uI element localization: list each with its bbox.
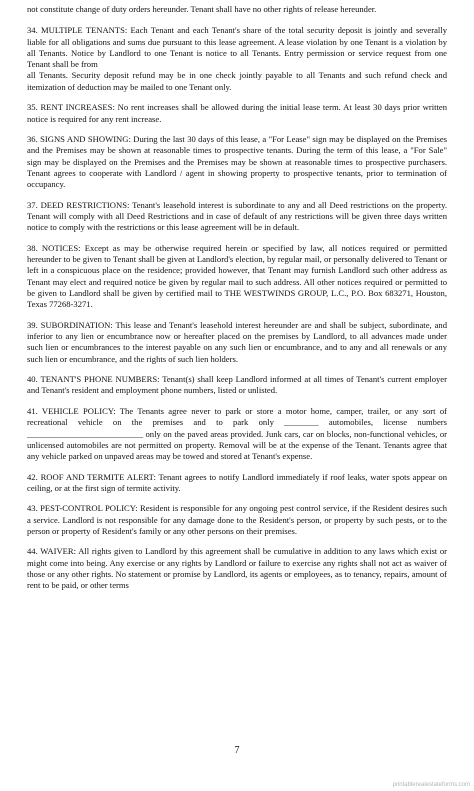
paragraph-continuation: not constitute change of duty orders hereunder. Tenant shall have no other rights of release hereunder. xyxy=(27,4,377,14)
paragraph-41-vehicle-policy: 41. VEHICLE POLICY: The Tenants agree never to park or store a motor home, camper, trailer, or any sort of recreational vehicle on the premises and to park only ________ automobiles, license numbers ___________________________ only on the paved areas provided. Junk cars, car on blocks, non-functional vehicles, or unlicensed automobiles are not permitted on property. Removal will be at the expense of the Tenant. Tenants agree that any vehicle parked on unpaved areas may be towed and stored at Tenant's expense. xyxy=(27,405,447,462)
paragraph-36-signs-and-showing: 36. SIGNS AND SHOWING: During the last 30 days of this lease, a "For Lease" sign may be displayed on the Premises and the Premises may be shown at reasonable times to prospective tenants. During the term of this lease, a "For Sale" sign may be displayed on the Premises and the Premises may be shown at reasonable times to prospective purchasers. Tenant agrees to cooperate with Landlord / agent in showing property to prospective tenants, prior to termination of occupancy. xyxy=(27,134,447,190)
paragraph-35-rent-increases: 35. RENT INCREASES: No rent increases shall be allowed during the initial lease term. At least 30 days prior written notice is required for any rent increase. xyxy=(27,102,447,124)
watermark: printablerealestateforms.com xyxy=(392,782,470,788)
page-number: 7 xyxy=(234,745,240,756)
paragraph-42-roof-and-termite-alert: 42. ROOF AND TERMITE ALERT: Tenant agrees to notify Landlord immediately if roof leaks, water spots appear on ceiling, or at the first sign of termite activity. xyxy=(27,471,447,493)
paragraph-40-tenants-phone-numbers: 40. TENANT'S PHONE NUMBERS: Tenant(s) shall keep Landlord informed at all times of Tenant's current employer and Tenant's resident and employment phone numbers, listed or unlisted. xyxy=(27,374,447,396)
paragraph-38-notices: 38. NOTICES: Except as may be otherwise required herein or specified by law, all notices required or permitted hereunder to be given to Tenant shall be given at Landlord's election, by regular mail, or personally delivered to Tenant or left in a conspicuous place on the residence; provided however, that Tenant may furnish Landlord such other address as Tenant may elect and required notice be given by regular mail to such address. All other notices required or permitted to be given to Landlord shall be given by certified mail to THE WESTWINDS GROUP, L.C., P.O. Box 683271, Houston, Texas 77268-3271. xyxy=(27,242,447,310)
paragraph-37-deed-restrictions: 37. DEED RESTRICTIONS: Tenant's leasehold interest is subordinate to any and all Deed restrictions on the property. Tenant will comply with all Deed Restrictions and in case of default of any restrictions will be given three days written notice to comply with the restrictions or this lease agreement will be in default. xyxy=(27,199,447,233)
paragraph-34-multiple-tenants: 34. MULTIPLE TENANTS: Each Tenant and each Tenant's share of the total security deposit is jointly and severally liable for all obligations and sums due pursuant to this lease agreement. A lease violation by one Tenant is a violation by all Tenants. Notice by Landlord to one Tenant is notice to all Tenants. Entry permission or service request from one Tenant shall be from all Tenants. Security deposit refund may be in one check jointly payable to all Tenants and such refund check and itemization of deduction may be mailed to one Tenant only. xyxy=(27,25,447,92)
paragraph-39-subordination: 39. SUBORDINATION: This lease and Tenant's leasehold interest hereunder are and shall be subject, subordinate, and inferior to any lien or encumbrance now or hereafter placed on the premises by Landlord, to all advances made under such lien or encumbrances to the interest payable on any such lien or encumbrance, and to any and all renewals or any such lien or encumbrance, and the rights of such lien holders. xyxy=(27,319,447,364)
paragraph-44-waiver: 44. WAIVER: All rights given to Landlord by this agreement shall be cumulative in addition to any laws which exist or might come into being. Any exercise or any rights by Landlord or failure to exercise any rights shall not act as waiver of those or any other rights. No statement or promise by Landlord, its agents or employees, as to tenancy, repairs, amount of rent to be paid, or other terms xyxy=(27,546,447,591)
paragraph-43-pest-control-policy: 43. PEST-CONTROL POLICY: Resident is responsible for any ongoing pest control service, if the Resident desires such a service. Landlord is not responsible for any damage done to the Resident's person, or property by such pests, or to the person or property of Resident's family or any other persons on their premises. xyxy=(27,503,447,536)
